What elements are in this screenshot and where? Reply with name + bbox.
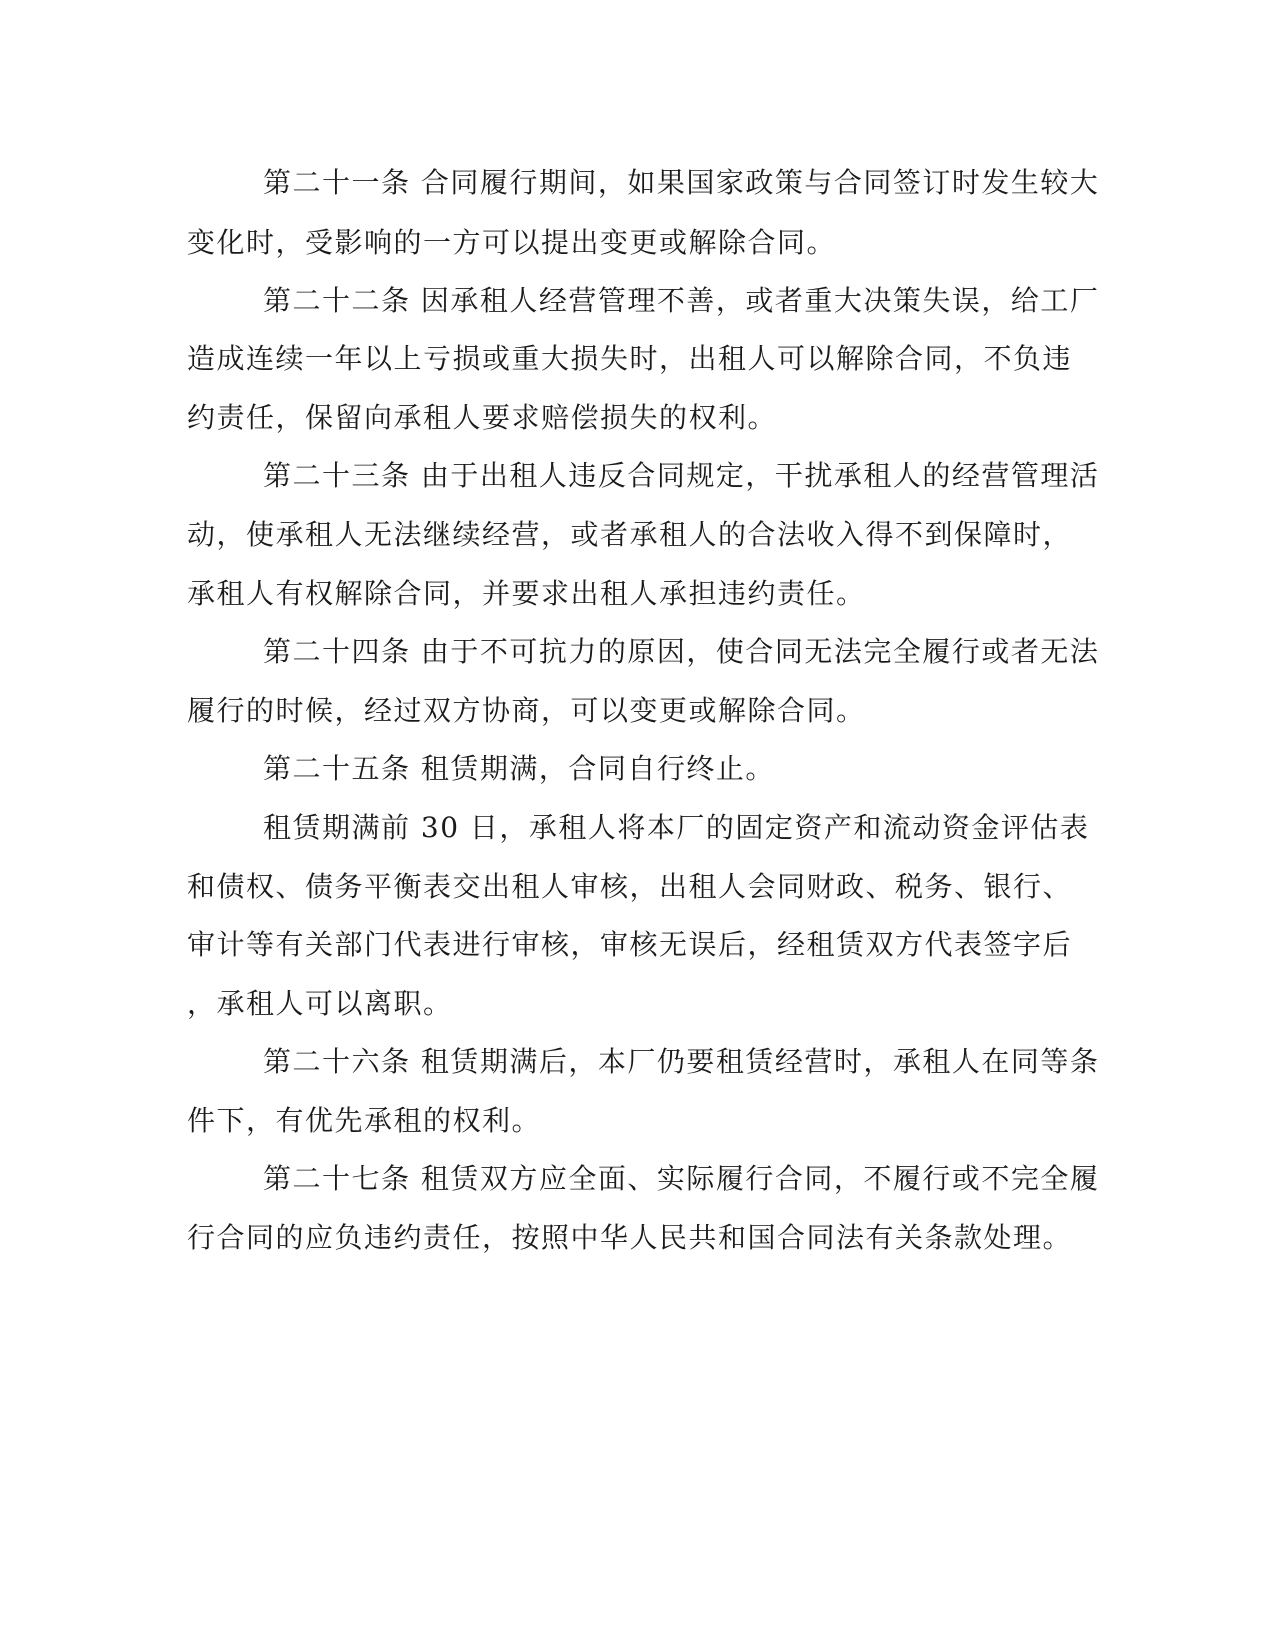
article-27-line-2: 行合同的应负违约责任，按照中华人民共和国合同法有关条款处理。 <box>187 1221 1073 1254</box>
article-25-line-1: 第二十五条 租赁期满，合同自行终止。 <box>263 752 775 785</box>
article-24-line-1: 第二十四条 由于不可抗力的原因，使合同无法完全履行或者无法 <box>263 635 1100 668</box>
article-26-line-1: 第二十六条 租赁期满后，本厂仍要租赁经营时，承租人在同等条 <box>263 1045 1100 1078</box>
article-22-line-3: 约责任，保留向承租人要求赔偿损失的权利。 <box>187 401 778 434</box>
article-23-line-2: 动，使承租人无法继续经营，或者承租人的合法收入得不到保障时， <box>187 518 1073 551</box>
lease-expiry-line-4: ，承租人可以离职。 <box>187 987 453 1020</box>
article-21-line-1: 第二十一条 合同履行期间，如果国家政策与合同签订时发生较大 <box>263 166 1100 199</box>
lease-expiry-line-1: 租赁期满前 30 日，承租人将本厂的固定资产和流动资金评估表 <box>263 811 1090 844</box>
article-22-line-1: 第二十二条 因承租人经营管理不善，或者重大决策失误，给工厂 <box>263 284 1100 317</box>
article-24-line-2: 履行的时候，经过双方协商，可以变更或解除合同。 <box>187 694 866 727</box>
article-21-line-2: 变化时，受影响的一方可以提出变更或解除合同。 <box>187 226 837 259</box>
lease-expiry-line-2: 和债权、债务平衡表交出租人审核，出租人会同财政、税务、银行、 <box>187 870 1073 903</box>
article-22-line-2: 造成连续一年以上亏损或重大损失时，出租人可以解除合同，不负违 <box>187 342 1073 375</box>
lease-expiry-line-3: 审计等有关部门代表进行审核，审核无误后，经租赁双方代表签字后 <box>187 928 1073 961</box>
article-26-line-2: 件下，有优先承租的权利。 <box>187 1104 542 1137</box>
article-23-line-3: 承租人有权解除合同，并要求出租人承担违约责任。 <box>187 577 866 610</box>
article-27-line-1: 第二十七条 租赁双方应全面、实际履行合同，不履行或不完全履 <box>263 1162 1100 1195</box>
article-23-line-1: 第二十三条 由于出租人违反合同规定，干扰承租人的经营管理活 <box>263 459 1100 492</box>
